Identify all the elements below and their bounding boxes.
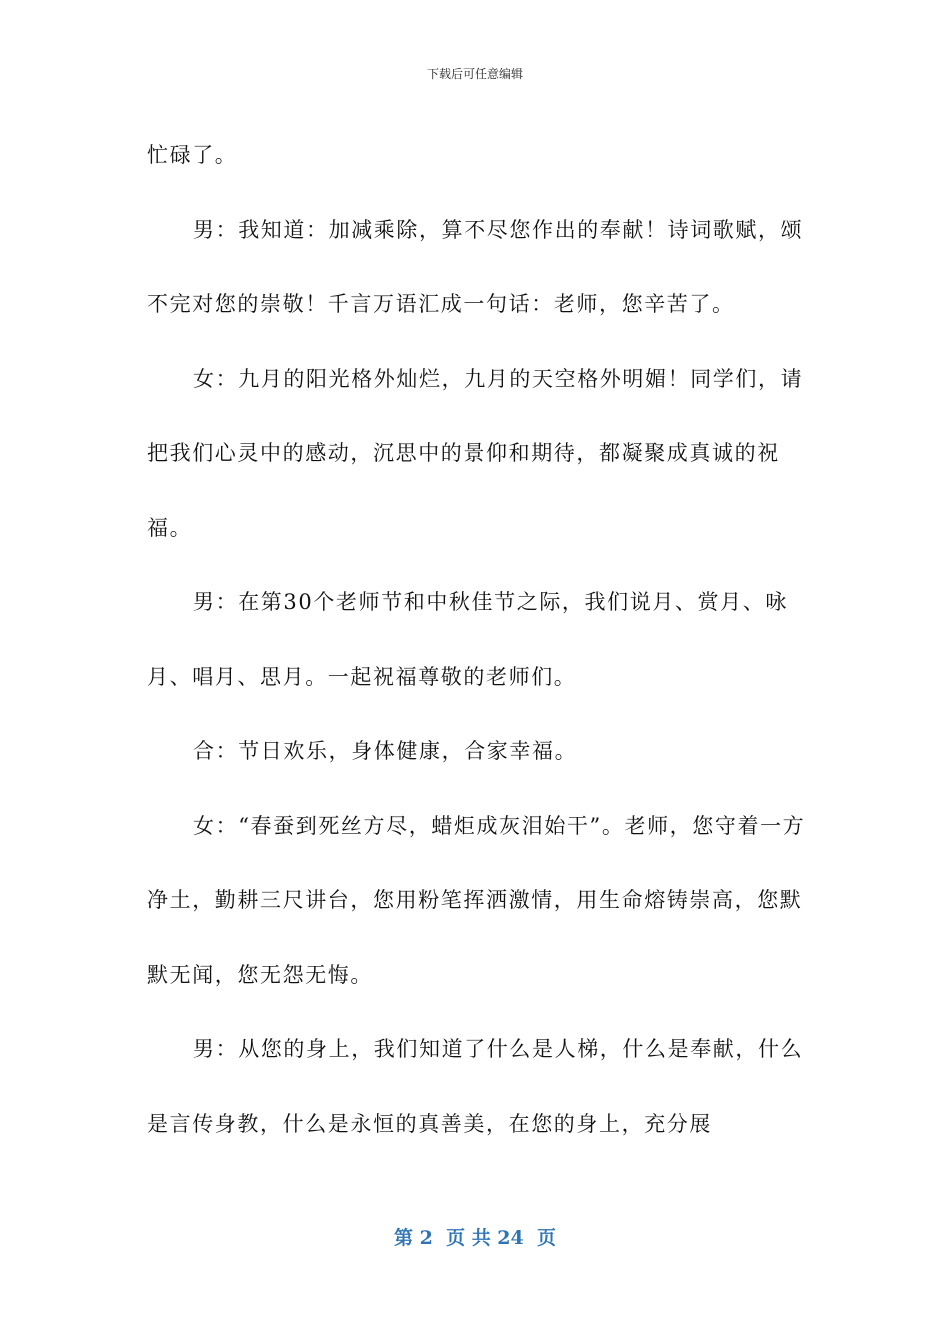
paragraph: 男：我知道：加减乘除，算不尽您作出的奉献！诗词歌赋，颂不完对您的崇敬！千言万语汇成一句话：老师，您辛苦了。 [147, 217, 804, 316]
document-body [147, 118, 817, 1161]
paragraph: 男：从您的身上，我们知道了什么是人梯，什么是奉献，什么是言传身教，什么是永恒的真善美，在您的身上，充分展 [147, 1037, 804, 1136]
paragraph: 合：节日欢乐，身体健康，合家幸福。 [193, 739, 578, 763]
paragraph: 女：“春蚕到死丝方尽，蜡炬成灰泪始干”。老师，您守着一方净土，勤耕三尺讲台，您用粉笔挥洒激情，用生命熔铸崇高，您默默无闻，您无怨无悔。 [147, 813, 806, 987]
paragraph: 男：在第30个老师节和中秋佳节之际，我们说月、赏月、咏月、唱月、思月。一起祝福尊敬的老师们。 [147, 590, 788, 689]
paragraph: 忙碌了。 [147, 143, 238, 167]
page-header: 下载后可任意编辑 [426, 67, 523, 81]
paragraph: 女：九月的阳光格外灿烂，九月的天空格外明媚！同学们，请把我们心灵中的感动，沉思中的景仰和期待，都凝聚成真诚的祝福。 [147, 366, 804, 540]
page-number-footer: 第 2 页 共 24 页 [394, 1227, 556, 1249]
